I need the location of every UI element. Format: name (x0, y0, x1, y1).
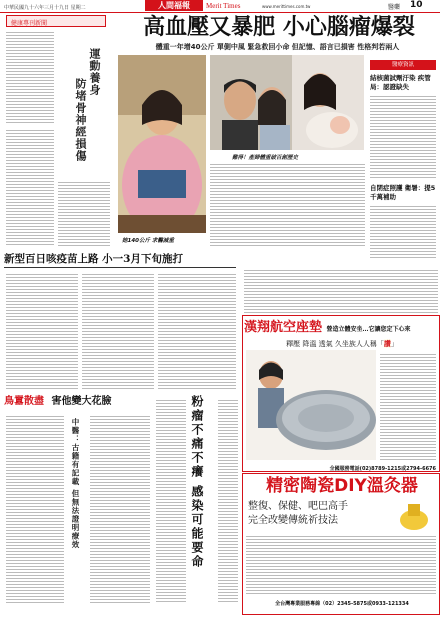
left-vertical-title-2: 防堵骨神經損傷 (74, 78, 87, 162)
vaccine-text-b (82, 272, 154, 390)
issue-date: 中華民國九十六年三月十九日 星期二 (4, 5, 86, 11)
page-number: 10 (410, 0, 423, 10)
sidebar-news (370, 60, 438, 260)
left-text-block-c (58, 180, 110, 246)
bird-headline-part2: 害他變大花臉 (51, 396, 112, 407)
bird-text-a (6, 414, 64, 604)
pain-text-b (218, 398, 238, 604)
bird-vertical-sub: 中醫：古籍有記載 但無法證明療效 (71, 418, 80, 550)
ad-ceramic-line-2: 完全改變傳統祈技法 (248, 515, 338, 526)
ad-seat-sub-post: 」 (390, 340, 398, 348)
main-headline: 高血壓又暴肥 小心腦瘤爆裂 (143, 14, 415, 40)
bird-story-headline (4, 395, 114, 409)
vaccine-headline: 新型百日咳疫苗上路 小一3月下旬施打 (4, 253, 183, 265)
ad-seat-title-main: 漢翔航空座墊 (244, 320, 323, 335)
photo-overweight-woman (118, 55, 206, 233)
ad-seat-phone: 全國服務電話(02)8789-1215或2794-6676 (329, 466, 436, 472)
bird-headline-part1: 鳥囂散盡 (4, 396, 44, 407)
ad-seat-text (380, 352, 436, 460)
vaccine-rule (4, 267, 236, 268)
ad-seat-sub-highlight: 讚 (383, 339, 391, 348)
ad-ceramic-device-photo (392, 500, 436, 534)
ad-seat-title-tail: 營造立體安坐…它讓您定下心來 (326, 326, 411, 333)
sidebar-text-2 (370, 204, 436, 260)
main-story-text (210, 162, 365, 247)
left-text-block-a (6, 30, 54, 125)
sidebar-title-1: 結核菌試劑汙染 疾管局：認證缺失 (370, 74, 431, 91)
sidebar-tag: 醫療資訊 (370, 60, 436, 70)
ad-seat-sub-pre: 釋壓 降溫 透氣 久坐族人人稱「 (286, 340, 384, 348)
sidebar-text-1 (370, 94, 436, 179)
sidebar-title-2: 自閉症照護 衛署：提5千萬補助 (370, 184, 436, 201)
left-vertical-title-1: 運動養身 (88, 48, 101, 96)
pain-text (156, 398, 186, 604)
ad-ceramic-line-1: 整復、保健、吧巴高手 (248, 501, 348, 512)
ad-ceramic-title: 精密陶瓷DIY溫灸器 (266, 476, 418, 496)
left-section-tag: 健康專刊新聞 (6, 15, 106, 27)
photo-caption-right: 難得！產婦體重破百創歷史 (232, 155, 299, 161)
newspaper-logo-en: Merit Times (206, 2, 241, 10)
ad-ceramic-text (246, 534, 436, 596)
right-mid-text (244, 268, 438, 313)
left-text-block-b (6, 128, 54, 246)
main-subhead: 體重一年增40公斤 單側中風 緊急救回小命 但記憶、語言已損害 性格判若兩人 (155, 43, 400, 51)
pain-vertical-headline: 粉瘤不痛不癢 感染可能要命 (190, 395, 204, 570)
photo-caption-left: 她140公斤 求醫減重 (122, 238, 174, 244)
ad-seat-subtitle (244, 339, 440, 349)
ad-seat-photo (246, 350, 376, 460)
vaccine-text-c (158, 272, 236, 390)
photo-mother-baby (292, 55, 364, 150)
masthead (0, 0, 440, 12)
site-url: www.merittimes.com.tw (262, 4, 311, 9)
bird-text-b (90, 414, 150, 604)
newspaper-logo: 人間福報 (145, 0, 203, 11)
section-name: 醫藥 (388, 4, 401, 11)
vaccine-text-a (6, 272, 78, 390)
photo-couple (210, 55, 292, 150)
ad-seat-title (244, 318, 440, 338)
ad-ceramic-phone: 全台灣專業服務專線（02）2345-5875或0933-121334 (275, 601, 409, 607)
